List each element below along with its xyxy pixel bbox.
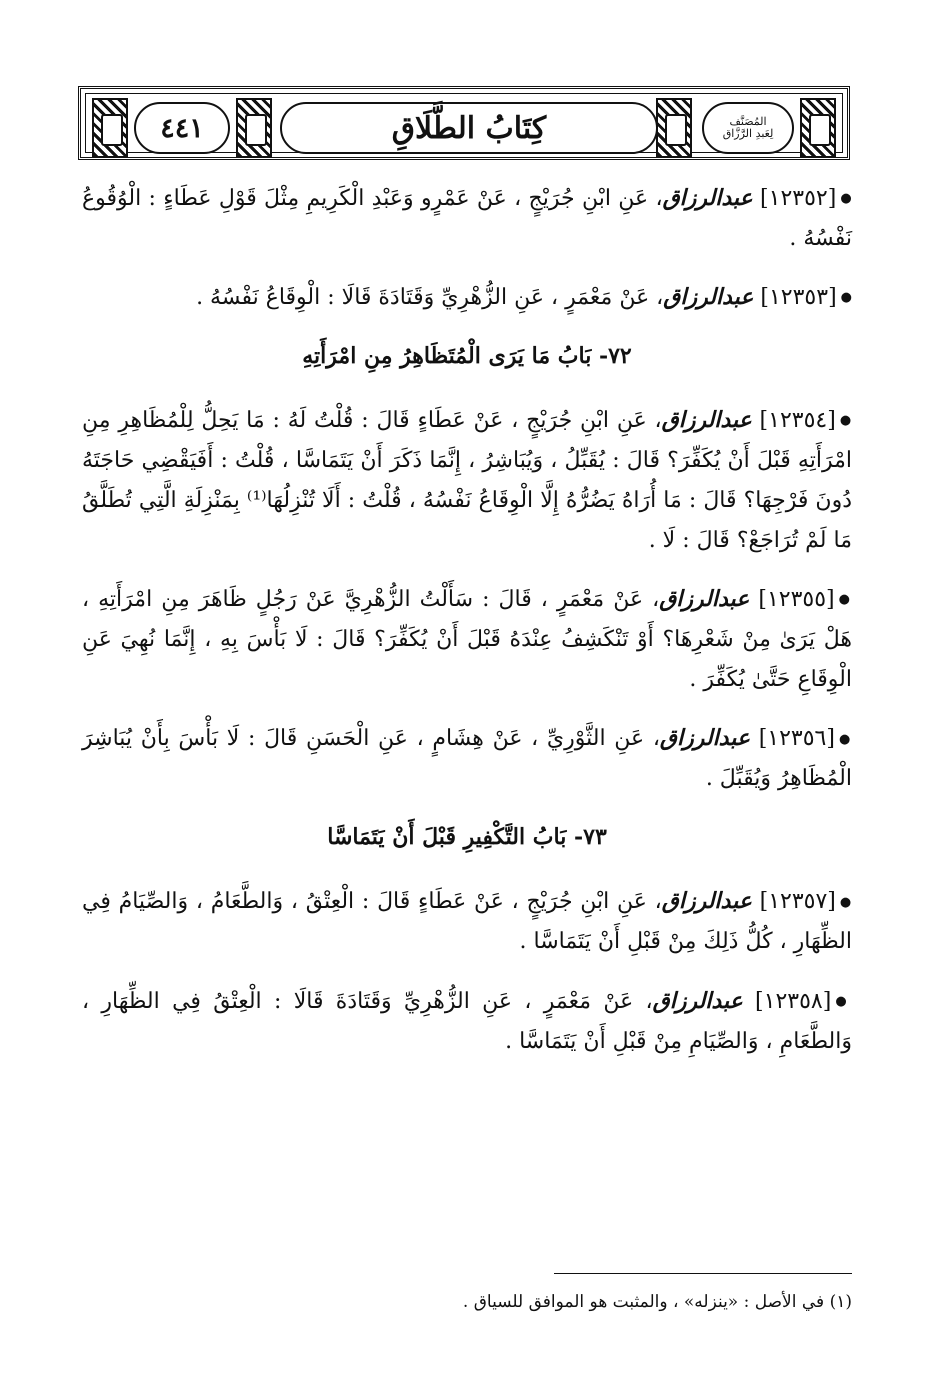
hadith-number: [١٢٣٥٤] <box>759 408 836 434</box>
hadith-12355 <box>82 579 852 700</box>
header-frame <box>85 93 843 153</box>
hadith-12353 <box>82 277 852 318</box>
hadith-number: [١٢٣٥٨] <box>755 988 832 1014</box>
hadith-number: [١٢٣٥٦] <box>758 726 835 752</box>
hadith-number: [١٢٣٥٥] <box>758 587 835 613</box>
bullet-icon: ● <box>839 894 852 910</box>
hadith-text: ، عَنِ ابْنِ جُرَيْجٍ ، عَنْ عَطَاءٍ قَالَ : الْعِتْقُ ، وَالطَّعَامُ ، وَالصِّيَامُ فِي الظِّهَارِ ، كُلُّ ذَلِكَ مِنْ قَبْلِ أَنْ يَتَمَاسَّا . <box>82 889 852 955</box>
book-title: كِتَابُ الطَّلَاقِ <box>280 102 658 154</box>
hadith-text: ، عَنْ مَعْمَرٍ ، عَنِ الزُّهْرِيِّ وَقَتَادَةَ قَالَا : الْعِتْقُ فِي الظِّهَارِ ، وَالطَّعَامِ ، وَالصِّيَامِ مِنْ قَبْلِ أَنْ يَتَمَاسَّا . <box>82 988 852 1054</box>
bullet-icon: ● <box>835 993 852 1009</box>
chapter-heading-73: ٧٣- بَابُ التَّكْفِيرِ قَبْلَ أَنْ يَتَمَاسَّا <box>327 824 607 851</box>
ornament-knot-icon <box>656 98 692 158</box>
hadith-number: [١٢٣٥٣] <box>760 285 837 311</box>
hadith-number: [١٢٣٥٧] <box>759 889 836 915</box>
hadith-text: ، عَنِ ابْنِ جُرَيْجٍ ، عَنْ عَمْرٍو وَعَبْدِ الْكَرِيمِ مِثْلَ قَوْلِ عَطَاءٍ : الْوُقُوعُ نَفْسُهُ . <box>82 186 852 252</box>
page-body <box>82 178 852 1080</box>
bullet-icon: ● <box>838 592 853 608</box>
book-emblem <box>702 102 794 154</box>
ornament-knot-icon <box>92 98 128 158</box>
hadith-12352 <box>82 178 852 259</box>
hadith-text: ، عَنِ ابْنِ جُرَيْجٍ ، عَنْ عَطَاءٍ قَالَ : قُلْتُ لَهُ : مَا يَحِلُّ لِلْمُظَاهِرِ مِنِ امْرَأَتِهِ قَبْلَ أَنْ يُكَفِّرَ؟ قَالَ : يُقَبِّلُ ، وَيُبَاشِرُ ، إِنَّمَا ذَكَرَ أَنْ يَتَمَاسَّا ، قُلْتُ : أَفَيَقْضِي حَاجَتَهُ دُونَ فَرْجِهَا؟ قَالَ : مَا أُرَاهُ يَضُرُّهُ إِلَّا الْوِقَاعُ نَفْسُهُ ، قُلْتُ : أَلَا تُنْزِلُهَا⁽¹⁾ بِمَنْزِلَةِ الَّتِي تُطَلَّقُ مَا لَمْ تُرَاجَعْ؟ قَالَ : لَا . <box>82 408 853 554</box>
bullet-icon: ● <box>840 191 853 207</box>
hadith-text: ، عَنْ مَعْمَرٍ ، قَالَ : سَأَلْتُ الزُّهْرِيَّ عَنْ رَجُلٍ ظَاهَرَ مِنِ امْرَأَتِهِ ، هَلْ يَرَىٰ مِنْ شَعْرِهَا؟ أَوْ تَنْكَشِفُ عِنْدَهُ قَبْلَ أَنْ يُكَفِّرَ؟ قَالَ : لَا بَأْسَ بِهِ ، إِنَّمَا نُهِيَ عَنِ الْوِقَاعِ حَتَّىٰ يُكَفِّرَ . <box>82 587 852 693</box>
bullet-icon: ● <box>839 413 852 429</box>
hadith-narrator: عبدالرزاق <box>663 284 754 311</box>
ornament-knot-icon <box>800 98 836 158</box>
hadith-narrator: عبدالرزاق <box>662 185 753 211</box>
page-number: ٤٤١ <box>134 102 230 154</box>
footnote: (١) في الأصل : «ينزله» ، والمثبت هو الموافق للسياق . <box>462 1292 852 1312</box>
hadith-12354 <box>82 400 852 561</box>
hadith-12357 <box>82 881 852 962</box>
bullet-icon: ● <box>838 731 852 747</box>
hadith-narrator: عبدالرزاق <box>659 725 750 752</box>
hadith-text: ، عَنِ الثَّوْرِيِّ ، عَنْ هِشَامٍ ، عَنِ الْحَسَنِ قَالَ : لَا بَأْسَ بِأَنْ يُبَاشِرَ الْمُظَاهِرُ وَيُقَبِّلَ . <box>82 726 852 792</box>
ornament-knot-icon <box>236 98 272 158</box>
chapter-heading-72: ٧٢- بَابُ مَا يَرَى الْمُتَظَاهِرُ مِنِ امْرَأَتِهِ <box>302 343 632 370</box>
hadith-narrator: عبدالرزاق <box>659 586 750 613</box>
hadith-text: ، عَنْ مَعْمَرٍ ، عَنِ الزُّهْرِيِّ وَقَتَادَةَ قَالَا : الْوِقَاعُ نَفْسُهُ . <box>196 285 664 311</box>
hadith-number: [١٢٣٥٢] <box>760 186 837 211</box>
hadith-narrator: عبدالرزاق <box>661 888 752 915</box>
emblem-line-1: المُصَنَّف <box>729 115 767 129</box>
emblem-line-2: لِعَبدِ الرَّزَّاق <box>722 127 774 140</box>
hadith-narrator: عبدالرزاق <box>652 987 743 1014</box>
bullet-icon: ● <box>840 290 852 306</box>
hadith-12356 <box>82 718 852 799</box>
footnote-divider <box>554 1273 852 1274</box>
page-header <box>78 86 850 160</box>
hadith-12358 <box>82 981 852 1062</box>
hadith-narrator: عبدالرزاق <box>661 407 752 434</box>
